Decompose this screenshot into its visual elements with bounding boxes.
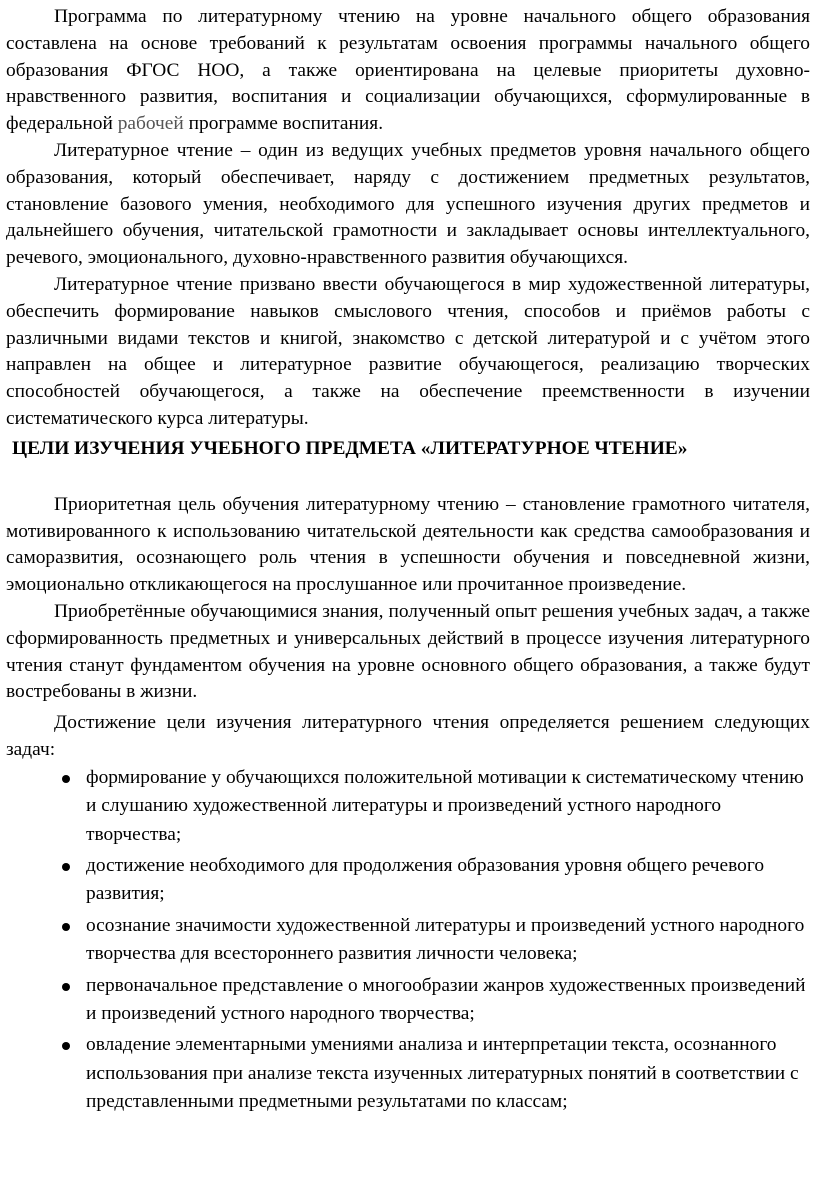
task-text: овладение элементарными умениями анализа и интерпретации текста, осознанного использования при анализе текста изученных литературных понятий в соответствии с представленными предметными результатами по классам; — [86, 1034, 799, 1113]
task-text: достижение необходимого для продолжения образования уровня общего речевого развития; — [86, 854, 765, 905]
list-item — [86, 972, 810, 1029]
bullet-icon — [62, 863, 70, 871]
intro-paragraph-1 — [6, 4, 810, 138]
task-text: первоначальное представление о многообразии жанров художественных произведений и произведений устного народного творчества; — [86, 974, 806, 1024]
goals-paragraph-3: Достижение цели изучения литературного чтения определяется решением следующих задач: — [6, 712, 810, 760]
tasks-list — [6, 764, 810, 1117]
task-text: осознание значимости художественной литературы и произведений устного народного творчества для всестороннего развития личности человека; — [86, 914, 805, 965]
intro-paragraph-3: Литературное чтение призвано ввести обучающегося в мир художественной литературы, обеспечить формирование навыков смыслового чтения, способов и приёмов работы с различными видами текстов и книгой, знакомство с детской литературой и с учётом этого направлен на общее и литературное развитие обучающегося, реализацию творческих способностей обучающегося, а также на обеспечение преемственности в изучении систематического курса литературы. — [6, 273, 810, 429]
bullet-icon — [62, 923, 70, 931]
goals-heading: ЦЕЛИ ИЗУЧЕНИЯ УЧЕБНОГО ПРЕДМЕТА «ЛИТЕРАТУРНОЕ ЧТЕНИЕ» — [12, 437, 688, 459]
task-text: формирование у обучающихся положительной мотивации к систематическому чтению и слушанию художественной литературы и произведений устного народного творчества; — [86, 766, 804, 845]
intro-paragraph-1-text-a: Программа по литературному чтению на уровне начального общего образования составлена на основе требований к результатам освоения программы начального общего образования ФГОС НОО, а также ориентирована на целевые приоритеты духовно-нравственного развития, воспитания и социализации обучающихся, сформулированные в федеральной — [6, 6, 810, 135]
intro-paragraph-2: Литературное чтение – один из ведущих учебных предметов уровня начального общего образования, который обеспечивает, наряду с достижением предметных результатов, становление базового умения, необходимого для успешного изучения других предметов и дальнейшего обучения, читательской грамотности и закладывает основы интеллектуального, речевого, эмоционального, духовно-нравственного развития обучающихся. — [6, 139, 810, 269]
bullet-icon — [62, 1042, 70, 1050]
list-item — [86, 1031, 810, 1116]
goals-paragraph-2: Приобретённые обучающимися знания, полученный опыт решения учебных задач, а также сформированность предметных и универсальных действий в процессе изучения литературного чтения станут фундаментом обучения на уровне основного общего образования, а также будут востребованы в жизни. — [6, 600, 810, 703]
goals-paragraph-1: Приоритетная цель обучения литературному чтению – становление грамотного читателя, мотивированного к использованию читательской деятельности как средства самообразования и саморазвития, осознающего роль чтения в успешности обучения и повседневной жизни, эмоционально откликающегося на прослушанное или прочитанное произведение. — [6, 493, 810, 596]
intro-paragraph-1-text-b: программе воспитания. — [183, 113, 384, 135]
list-item — [86, 764, 810, 849]
bullet-icon — [62, 775, 70, 783]
list-item — [86, 852, 810, 909]
bullet-icon — [62, 983, 70, 991]
list-item — [86, 912, 810, 969]
intro-paragraph-1-highlight: рабочей — [117, 113, 184, 135]
